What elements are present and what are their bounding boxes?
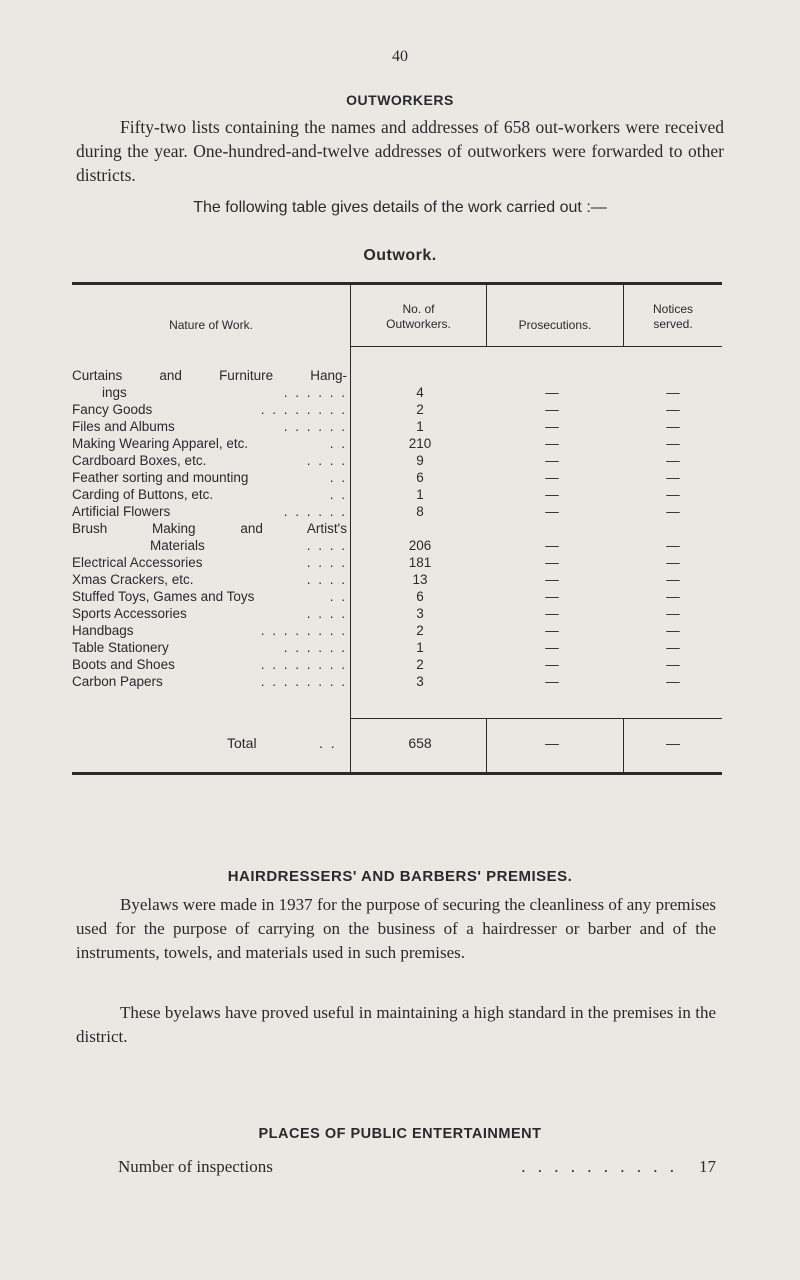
inspections-label: Number of inspections bbox=[118, 1157, 273, 1176]
row-count: 2 bbox=[416, 402, 424, 417]
leader-dots: . . . . . . bbox=[283, 419, 347, 434]
leader-dots: . . . . . . . . . . bbox=[521, 1157, 678, 1176]
total-count: 658 bbox=[408, 735, 432, 751]
row-notices: — bbox=[666, 657, 680, 672]
table-row bbox=[72, 520, 722, 554]
row-count: 6 bbox=[416, 470, 424, 485]
row-nature: Boots and Shoes bbox=[72, 657, 175, 672]
col-head-notices-line1: Notices bbox=[652, 302, 693, 316]
row-notices: — bbox=[666, 419, 680, 434]
row-nature: Files and Albums bbox=[72, 419, 175, 434]
row-notices: — bbox=[666, 385, 680, 400]
leader-dots: . . . . . . bbox=[283, 640, 347, 655]
row-count: 6 bbox=[416, 589, 424, 604]
table-row bbox=[72, 418, 722, 435]
leader-dots: . . bbox=[329, 487, 347, 502]
row-nature: Stuffed Toys, Games and Toys bbox=[72, 589, 255, 604]
row-prosecutions: — bbox=[545, 640, 559, 655]
total-prosecutions: — bbox=[545, 735, 559, 751]
row-prosecutions: — bbox=[545, 674, 559, 689]
row-nature: Cardboard Boxes, etc. bbox=[72, 453, 207, 468]
row-prosecutions: — bbox=[545, 504, 559, 519]
col-head-outworkers-line2: Outworkers. bbox=[386, 317, 451, 331]
leader-dots: . . bbox=[329, 470, 347, 485]
total-notices: — bbox=[666, 735, 680, 751]
table-top-rule bbox=[72, 282, 722, 285]
total-row bbox=[72, 719, 722, 775]
row-notices: — bbox=[666, 402, 680, 417]
outworkers-paragraph: Fifty-two lists containing the names and addresses of 658 out-workers were received during the year. One-hundred-and-twelve addresses of outworkers were forwarded to other districts. bbox=[76, 117, 724, 185]
table-row bbox=[72, 622, 722, 639]
header-bottom-rule bbox=[350, 346, 722, 347]
leader-dots: . . . . bbox=[306, 538, 347, 553]
table-bottom-rule bbox=[72, 772, 722, 775]
row-prosecutions: — bbox=[545, 487, 559, 502]
leader-dots: . . . . bbox=[306, 606, 347, 621]
row-nature: Table Stationery bbox=[72, 640, 169, 655]
row-prosecutions: — bbox=[545, 538, 559, 553]
row-nature: Artificial Flowers bbox=[72, 504, 171, 519]
leader-dots: . . . . . . bbox=[283, 385, 347, 400]
row-count: 206 bbox=[408, 538, 432, 553]
hairdressers-paragraph-1: Byelaws were made in 1937 for the purpose of securing the cleanliness of any premises used for the purpose of carrying on the business of a hairdresser or barber and of the instruments, towels, and materials used in such premises. bbox=[76, 895, 716, 962]
col-head-notices-line2: served. bbox=[653, 317, 693, 331]
leader-dots: . . . . bbox=[306, 453, 347, 468]
header-divider bbox=[486, 285, 487, 347]
row-notices: — bbox=[666, 538, 680, 553]
col-head-nature: Nature of Work. bbox=[169, 318, 253, 332]
row-prosecutions: — bbox=[545, 419, 559, 434]
total-label: Total bbox=[227, 735, 257, 751]
row-prosecutions: — bbox=[545, 572, 559, 587]
row-count: 13 bbox=[412, 572, 428, 587]
row-nature: Carding of Buttons, etc. bbox=[72, 487, 214, 502]
row-prosecutions: — bbox=[545, 402, 559, 417]
row-nature: Feather sorting and mounting bbox=[72, 470, 249, 485]
row-prosecutions: — bbox=[545, 606, 559, 621]
row-nature: Making Wearing Apparel, etc. bbox=[72, 436, 249, 451]
row-prosecutions: — bbox=[545, 453, 559, 468]
row-nature: Electrical Accessories bbox=[72, 555, 203, 570]
outwork-table bbox=[72, 282, 722, 774]
leader-dots: . . . . . . bbox=[283, 504, 347, 519]
table-row bbox=[72, 639, 722, 656]
table-row bbox=[72, 605, 722, 622]
outworkers-heading: OUTWORKERS bbox=[346, 92, 454, 108]
hairdressers-paragraph-2: These byelaws have proved useful in maintaining a high standard in the premises in the district. bbox=[76, 1003, 716, 1046]
table-body bbox=[72, 367, 722, 690]
table-row bbox=[72, 503, 722, 520]
row-nature-cont: Materials bbox=[150, 538, 205, 553]
row-nature: Fancy Goods bbox=[72, 402, 153, 417]
table-row bbox=[72, 571, 722, 588]
row-notices: — bbox=[666, 504, 680, 519]
row-notices: — bbox=[666, 589, 680, 604]
row-notices: — bbox=[666, 555, 680, 570]
row-count: 9 bbox=[416, 453, 424, 468]
row-count: 4 bbox=[416, 385, 424, 400]
row-count: 1 bbox=[416, 419, 424, 434]
col-head-prosecutions: Prosecutions. bbox=[518, 318, 592, 332]
table-intro: The following table gives details of the work carried out :— bbox=[193, 199, 607, 216]
body-divider bbox=[350, 347, 351, 772]
leader-dots: . . bbox=[319, 735, 337, 751]
row-notices: — bbox=[666, 572, 680, 587]
table-row bbox=[72, 452, 722, 469]
table-row bbox=[72, 673, 722, 690]
table-row bbox=[72, 486, 722, 503]
page-number: 40 bbox=[392, 48, 408, 65]
row-count: 8 bbox=[416, 504, 424, 519]
row-nature: Brush Making and Artist's bbox=[72, 521, 347, 536]
row-notices: — bbox=[666, 606, 680, 621]
leader-dots: . . bbox=[329, 436, 347, 451]
hairdressers-heading: HAIRDRESSERS' AND BARBERS' PREMISES. bbox=[227, 868, 573, 885]
row-nature: Curtains and Furniture Hang- bbox=[72, 368, 347, 383]
row-nature-cont: ings bbox=[102, 385, 127, 400]
row-nature: Carbon Papers bbox=[72, 674, 163, 689]
row-prosecutions: — bbox=[545, 555, 559, 570]
col-head-notices bbox=[624, 302, 722, 332]
table-row bbox=[72, 435, 722, 452]
row-notices: — bbox=[666, 487, 680, 502]
entertainment-heading: PLACES OF PUBLIC ENTERTAINMENT bbox=[258, 1126, 542, 1142]
row-prosecutions: — bbox=[545, 623, 559, 638]
row-notices: — bbox=[666, 470, 680, 485]
row-count: 1 bbox=[416, 640, 424, 655]
row-count: 3 bbox=[416, 606, 424, 621]
row-prosecutions: — bbox=[545, 470, 559, 485]
row-count: 2 bbox=[416, 623, 424, 638]
row-count: 210 bbox=[408, 436, 432, 451]
leader-dots: . . . . . . . . bbox=[260, 674, 347, 689]
row-notices: — bbox=[666, 453, 680, 468]
table-title: Outwork. bbox=[363, 247, 437, 264]
table-row bbox=[72, 367, 722, 401]
row-notices: — bbox=[666, 436, 680, 451]
row-nature: Xmas Crackers, etc. bbox=[72, 572, 194, 587]
row-nature: Handbags bbox=[72, 623, 134, 638]
leader-dots: . . . . . . . . bbox=[260, 402, 347, 417]
col-head-outworkers bbox=[351, 302, 486, 332]
leader-dots: . . bbox=[329, 589, 347, 604]
row-count: 2 bbox=[416, 657, 424, 672]
row-count: 3 bbox=[416, 674, 424, 689]
col-head-outworkers-line1: No. of bbox=[402, 302, 435, 316]
row-count: 181 bbox=[408, 555, 432, 570]
leader-dots: . . . . . . . . bbox=[260, 657, 347, 672]
row-notices: — bbox=[666, 623, 680, 638]
table-row bbox=[72, 588, 722, 605]
row-count: 1 bbox=[416, 487, 424, 502]
row-notices: — bbox=[666, 640, 680, 655]
inspections-value: 17 bbox=[699, 1157, 716, 1176]
table-row bbox=[72, 656, 722, 673]
row-prosecutions: — bbox=[545, 385, 559, 400]
table-row bbox=[72, 401, 722, 418]
leader-dots: . . . . bbox=[306, 572, 347, 587]
row-prosecutions: — bbox=[545, 589, 559, 604]
leader-dots: . . . . . . . . bbox=[260, 623, 347, 638]
row-prosecutions: — bbox=[545, 436, 559, 451]
leader-dots: . . . . bbox=[306, 555, 347, 570]
table-row bbox=[72, 554, 722, 571]
row-prosecutions: — bbox=[545, 657, 559, 672]
row-notices: — bbox=[666, 674, 680, 689]
row-nature: Sports Accessories bbox=[72, 606, 187, 621]
table-row bbox=[72, 469, 722, 486]
